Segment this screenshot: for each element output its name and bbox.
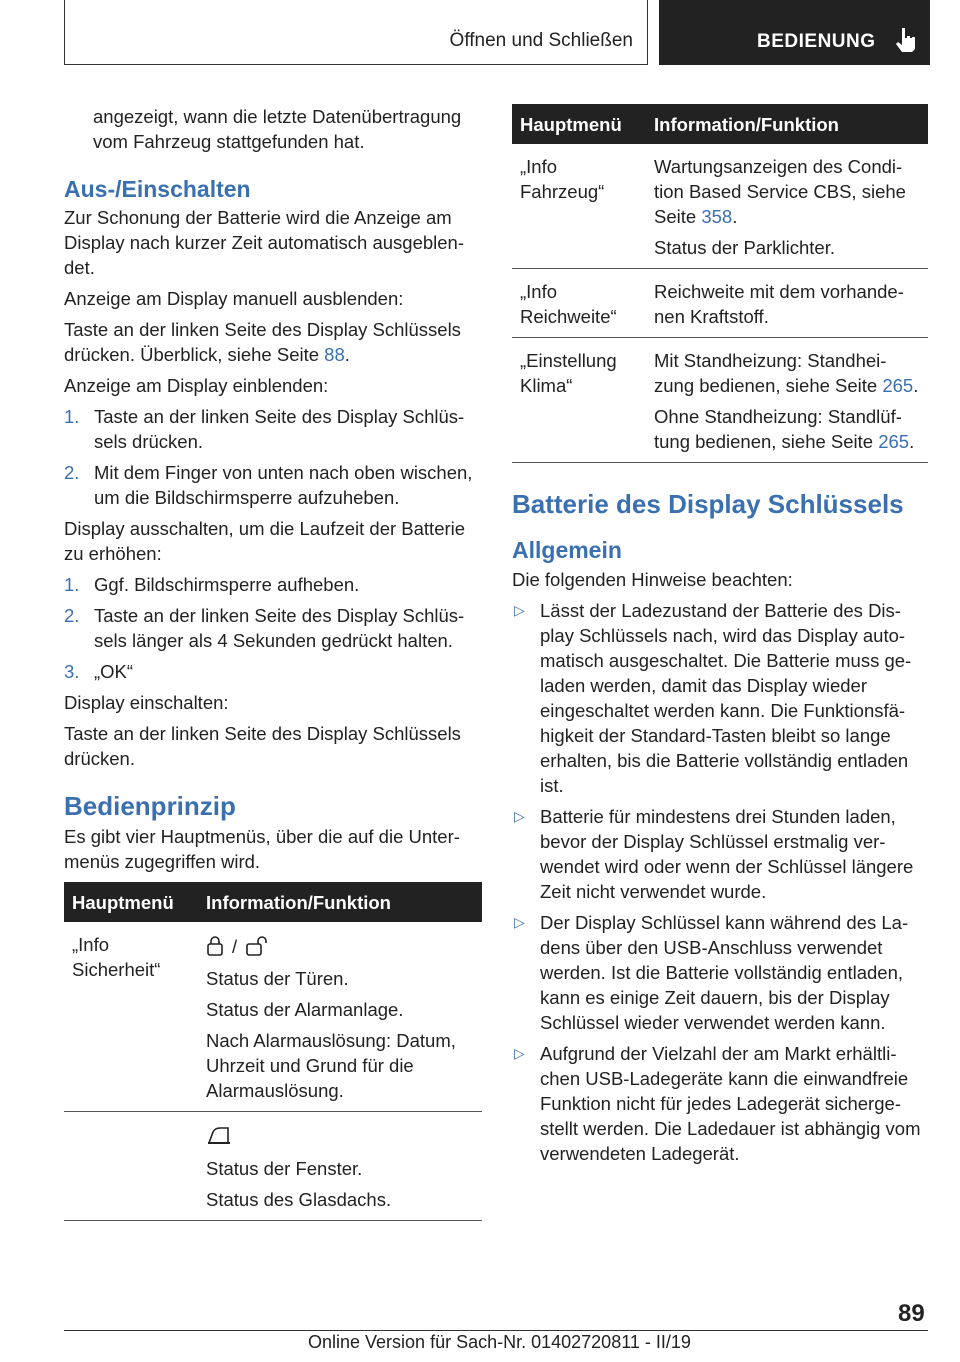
info-line: Status der Alarmanlage. (206, 999, 404, 1020)
header-section-title: Öffnen und Schließen (449, 30, 633, 51)
icon-separator: / (232, 935, 238, 957)
table-cell-menu: „Einstellung Klima“ (512, 338, 646, 463)
footer-text: Online Version für Sach-Nr. 01402720811 - II/19 (308, 1332, 691, 1352)
list-item (64, 460, 482, 510)
list-item (512, 1041, 928, 1166)
pointing-hand-icon (895, 27, 917, 53)
info-line (654, 348, 920, 398)
list-text: Ggf. Bildschirmsperre aufheben. (94, 574, 360, 595)
heading-batterie: Batterie des Display Schlüssels (512, 489, 904, 519)
intro-text: angezeigt, wann die letzte Datenübertragung vom Fahrzeug stattgefunden hat. (93, 106, 462, 152)
table-row (512, 338, 928, 463)
info-line: Status des Glasdachs. (206, 1189, 392, 1210)
table-cell-menu (64, 1112, 198, 1221)
table-cell-info (646, 338, 928, 463)
list-number: 1. (64, 406, 80, 427)
right-column (512, 104, 928, 1172)
window-icon (206, 1126, 232, 1146)
list-item (512, 910, 928, 1035)
info-line: Status der Türen. (206, 968, 349, 989)
numbered-list (64, 572, 482, 684)
list-text: Taste an der linken Seite des Display Schlüssels länger als 4 Sekunden gedrückt halten. (94, 605, 465, 651)
triangle-bullet-icon: ▷ (514, 808, 525, 824)
table-row (512, 269, 928, 338)
list-text: Mit dem Finger von unten nach oben wischen, um die Bildschirmsperre aufzuheben. (94, 462, 473, 508)
menu-table (64, 882, 482, 1221)
heading-bedienprinzip: Bedienprinzip (64, 791, 236, 821)
left-column (64, 104, 482, 1221)
info-text: . (909, 431, 915, 452)
bullet-list (512, 598, 928, 1166)
list-item (64, 404, 482, 454)
icon-row (206, 932, 474, 960)
triangle-bullet-icon: ▷ (514, 602, 525, 618)
table-row (512, 144, 928, 269)
table-cell-menu: „Info Sicherheit“ (64, 922, 198, 1112)
footer-divider (64, 1330, 928, 1331)
table-cell-menu: „Info Fahrzeug“ (512, 144, 646, 269)
header-chapter-tab (659, 0, 930, 65)
page-link-358[interactable]: 358 (701, 206, 733, 227)
table-cell-info (198, 922, 482, 1112)
paragraph: Display einschalten: (64, 692, 229, 713)
list-text: „OK“ (94, 661, 134, 682)
paragraph: Zur Schonung der Batterie wird die Anzeige am Display nach kurzer Zeit automatisch ausgeblendet. (64, 207, 465, 278)
list-text: Der Display Schlüssel kann während des Ladens über den USB-Anschluss verwendet werden. Ist die Batterie vollständig entladen, kann es einige Zeit dauern, bis der Display Schlüssel wieder verwendet werden kann. (540, 912, 909, 1033)
paragraph: Es gibt vier Hauptmenüs, über die auf die Untermenüs zugegriffen wird. (64, 826, 460, 872)
icon-row (206, 1122, 474, 1150)
list-item (64, 603, 482, 653)
menu-table (512, 104, 928, 463)
list-text: Lässt der Ladezustand der Batterie des Display Schlüssels nach, wird das Display automatisch ausgeschaltet. Die Batterie muss geladen werden, damit das Display wieder eingeschaltet werden kann. Die Funktionsfähigkeit der Standard-Tasten bleibt so lange erhalten, bis die Batterie vollständig entladen ist. (540, 600, 912, 796)
paragraph: Display ausschalten, um die Laufzeit der Batterie zu erhöhen: (64, 518, 466, 564)
info-text: Wartungsanzeigen des Condition Based Service CBS, siehe Seite (654, 156, 906, 227)
page-link-265[interactable]: 265 (882, 375, 914, 396)
info-line: Status der Parklichter. (654, 237, 835, 258)
paragraph (64, 317, 482, 367)
info-line: Status der Fenster. (206, 1158, 363, 1179)
table-header-information: Information/Funktion (198, 882, 482, 922)
paragraph-text: Taste an der linken Seite des Display Schlüssels drücken. Überblick, siehe Seite (64, 319, 461, 365)
numbered-list (64, 404, 482, 510)
table-row (64, 922, 482, 1112)
triangle-bullet-icon: ▷ (514, 1045, 525, 1061)
info-text: . (913, 375, 919, 396)
list-number: 3. (64, 661, 80, 682)
info-line (654, 154, 920, 229)
paragraph: Taste an der linken Seite des Display Schlüssels drücken. (64, 723, 461, 769)
table-cell-info (646, 144, 928, 269)
list-item (512, 804, 928, 904)
header-section-tab (64, 0, 648, 65)
list-number: 2. (64, 462, 80, 483)
table-row (64, 1112, 482, 1221)
triangle-bullet-icon: ▷ (514, 914, 525, 930)
table-header-hauptmenu: Hauptmenü (64, 882, 198, 922)
paragraph-text: . (344, 344, 350, 365)
list-item (64, 572, 482, 597)
list-text: Aufgrund der Vielzahl der am Markt erhältlichen USB-Ladegeräte kann die einwandfreie Funktion nicht für jedes Ladegerät sichergestellt werden. Die Ladedauer ist abhängig vom verwendeten Ladegerät. (540, 1043, 921, 1164)
table-cell-info (646, 269, 928, 338)
list-text: Taste an der linken Seite des Display Schlüssels drücken. (94, 406, 465, 452)
list-text: Batterie für mindestens drei Stunden laden, bevor der Display Schlüssel erstmalig verwendet wird oder wenn der Schlüssel längere Zeit nicht verwendet wurde. (540, 806, 914, 902)
list-number: 1. (64, 574, 80, 595)
page-number: 89 (898, 1300, 925, 1327)
list-item (64, 659, 482, 684)
info-line: Nach Alarmauslösung: Datum, Uhrzeit und Grund für die Alarmauslösung. (206, 1030, 456, 1101)
table-cell-menu: „Info Reichweite“ (512, 269, 646, 338)
info-line: Reichweite mit dem vorhandenen Kraftstoff. (654, 281, 904, 327)
paragraph: Die folgenden Hinweise beachten: (512, 569, 793, 590)
heading-allgemein: Allgemein (512, 537, 622, 563)
header-chapter-title: BEDIENUNG (757, 31, 876, 52)
page-link-265[interactable]: 265 (878, 431, 910, 452)
info-text: . (732, 206, 738, 227)
door-open-icon (245, 936, 269, 956)
info-text: Mit Standheizung: Standheizung bedienen, siehe Seite (654, 350, 887, 396)
paragraph: Anzeige am Display manuell ausblenden: (64, 288, 404, 309)
table-cell-info (198, 1112, 482, 1221)
heading-aus-einschalten: Aus-/Einschalten (64, 176, 251, 202)
table-header-hauptmenu: Hauptmenü (512, 104, 646, 144)
info-text: Ohne Standheizung: Standlüftung bedienen, siehe Seite (654, 406, 902, 452)
door-closed-icon (206, 936, 224, 956)
paragraph: Anzeige am Display einblenden: (64, 375, 329, 396)
list-item (512, 598, 928, 798)
page-link-88[interactable]: 88 (324, 344, 345, 365)
info-line (654, 404, 920, 454)
table-header-information: Information/Funktion (646, 104, 928, 144)
list-number: 2. (64, 605, 80, 626)
